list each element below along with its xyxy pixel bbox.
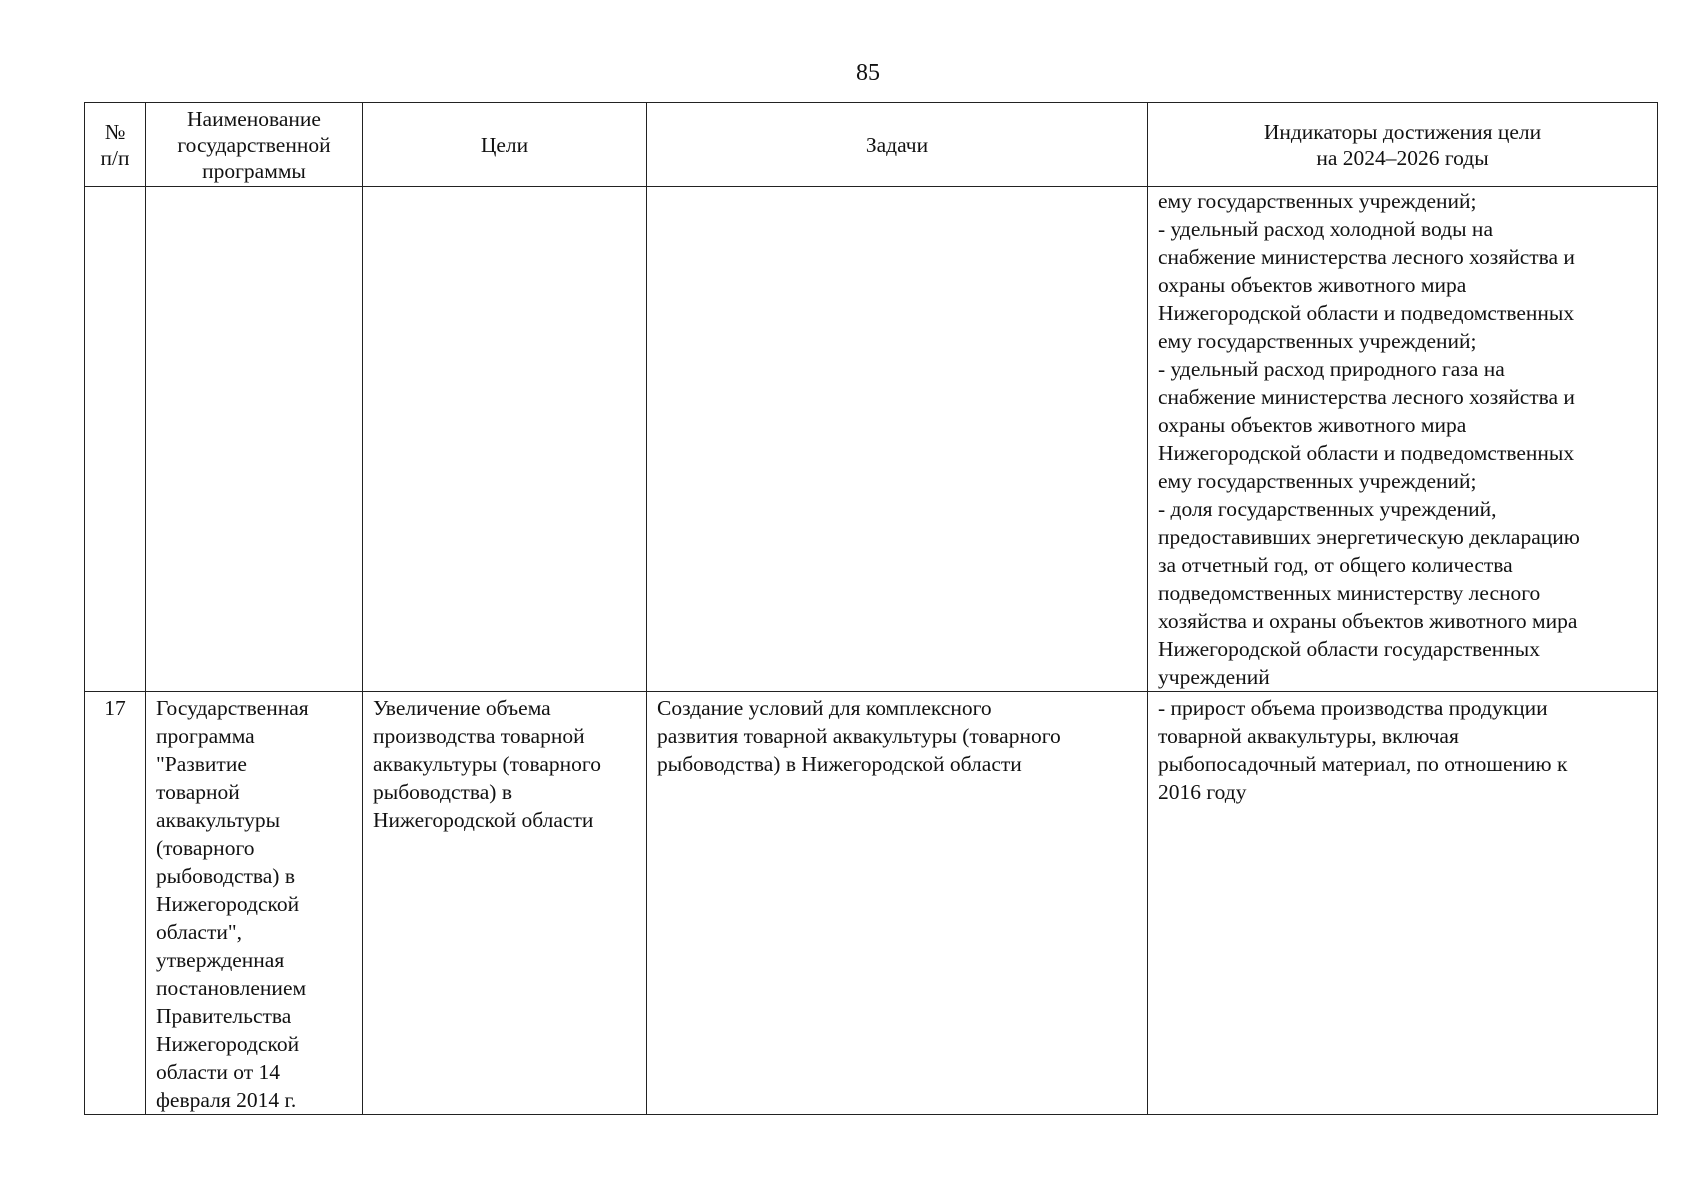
text-line: программа: [156, 724, 255, 748]
text-line: рыбоводства) в Нижегородской области: [657, 752, 1022, 776]
table-row: [85, 692, 1658, 1115]
text-line: снабжение министерства лесного хозяйства и: [1158, 245, 1575, 269]
header-goals: Цели: [363, 103, 647, 187]
text-line: за отчетный год, от общего количества: [1158, 553, 1513, 577]
text-line: снабжение министерства лесного хозяйства и: [1158, 385, 1575, 409]
page-number: 85: [856, 60, 880, 86]
text-line: Правительства: [156, 1004, 292, 1028]
text-line: охраны объектов животного мира: [1158, 413, 1467, 437]
text-line: февраля 2014 г.: [156, 1088, 297, 1112]
cell-program-name: [146, 692, 363, 1115]
table-row: [85, 187, 1658, 692]
text-line: предоставивших энергетическую декларацию: [1158, 525, 1580, 549]
text-line: постановлением: [156, 976, 307, 1000]
text-line: - доля государственных учреждений,: [1158, 497, 1497, 521]
text-line: рыбопосадочный материал, по отношению к: [1158, 752, 1568, 776]
cell-num: [85, 187, 146, 692]
cell-indicators: [1148, 187, 1658, 692]
cell-goals: [363, 187, 647, 692]
header-program-name: Наименование государственной программы: [146, 103, 363, 187]
text-line: Создание условий для комплексного: [657, 696, 992, 720]
text-line: - удельный расход холодной воды на: [1158, 217, 1493, 241]
text-line: утвержденная: [156, 948, 285, 972]
text-line: ему государственных учреждений;: [1158, 329, 1477, 353]
text-line: области",: [156, 920, 243, 944]
text-line: аквакультуры: [156, 808, 281, 832]
cell-goals: [363, 692, 647, 1115]
cell-tasks: [647, 692, 1148, 1115]
text-line: Нижегородской области государственных: [1158, 637, 1540, 661]
cell-indicators: [1148, 692, 1658, 1115]
header-num: № п/п: [85, 103, 146, 187]
text-line: 2016 году: [1158, 780, 1247, 804]
cell-program-name: [146, 187, 363, 692]
text-line: Государственная: [156, 696, 309, 720]
header-tasks: Задачи: [647, 103, 1148, 187]
text-line: производства товарной: [373, 724, 585, 748]
text-line: рыбоводства) в: [373, 780, 512, 804]
text-line: аквакультуры (товарного: [373, 752, 601, 776]
text-line: учреждений: [1158, 665, 1270, 689]
text-line: подведомственных министерству лесного: [1158, 581, 1541, 605]
text-line: ему государственных учреждений;: [1158, 189, 1477, 213]
cell-num: 17: [85, 692, 146, 1115]
text-line: товарной аквакультуры, включая: [1158, 724, 1459, 748]
table-header-row: [85, 103, 1658, 187]
cell-tasks: [647, 187, 1148, 692]
text-line: Нижегородской области: [373, 808, 594, 832]
text-line: ему государственных учреждений;: [1158, 469, 1477, 493]
text-line: области от 14: [156, 1060, 280, 1084]
header-indicators: Индикаторы достижения цели на 2024–2026 годы: [1148, 103, 1658, 187]
programs-table: [84, 102, 1658, 1115]
text-line: - прирост объема производства продукции: [1158, 696, 1548, 720]
text-line: "Развитие: [156, 752, 247, 776]
text-line: Нижегородской области и подведомственных: [1158, 301, 1575, 325]
text-line: Нижегородской: [156, 892, 300, 916]
text-line: (товарного: [156, 836, 255, 860]
text-line: товарной: [156, 780, 240, 804]
text-line: охраны объектов животного мира: [1158, 273, 1467, 297]
text-line: Увеличение объема: [373, 696, 551, 720]
text-line: Нижегородской области и подведомственных: [1158, 441, 1575, 465]
text-line: хозяйства и охраны объектов животного мира: [1158, 609, 1578, 633]
text-line: Нижегородской: [156, 1032, 300, 1056]
text-line: - удельный расход природного газа на: [1158, 357, 1505, 381]
text-line: рыбоводства) в: [156, 864, 295, 888]
text-line: развития товарной аквакультуры (товарного: [657, 724, 1061, 748]
